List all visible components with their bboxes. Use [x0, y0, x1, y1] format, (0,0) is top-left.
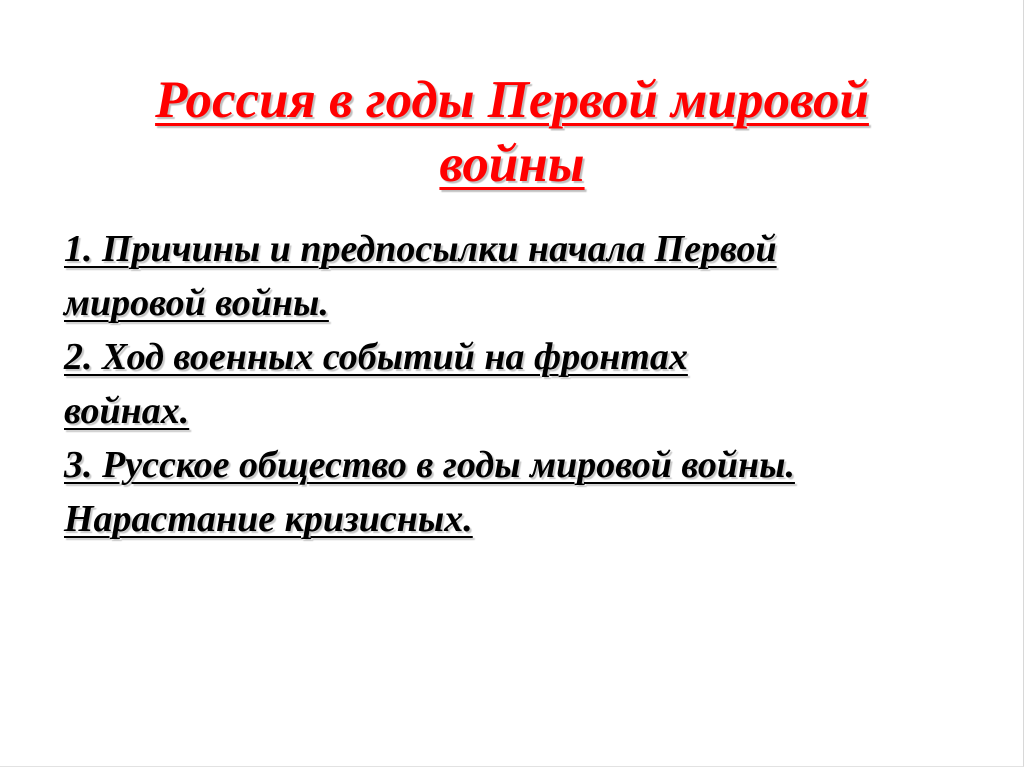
slide-title-line-1: Россия в годы Первой мировой [155, 71, 869, 129]
agenda-item-3-line-1: 3. Русское общество в годы мировой войны. [64, 444, 795, 486]
agenda-item-1-line-1: 1. Причины и предпосылки начала Первой [64, 228, 777, 270]
agenda-item-1-line-2: мировой войны. [64, 282, 329, 324]
slide-title [40, 68, 984, 196]
agenda-list [64, 222, 984, 546]
agenda-item-2-line-1: 2. Ход военных событий на фронтах [64, 336, 688, 378]
agenda-item-2-line-2: войнах. [64, 390, 190, 432]
slide-title-line-2: войны [439, 135, 585, 193]
agenda-item-3-line-2: Нарастание кризисных. [64, 498, 473, 540]
